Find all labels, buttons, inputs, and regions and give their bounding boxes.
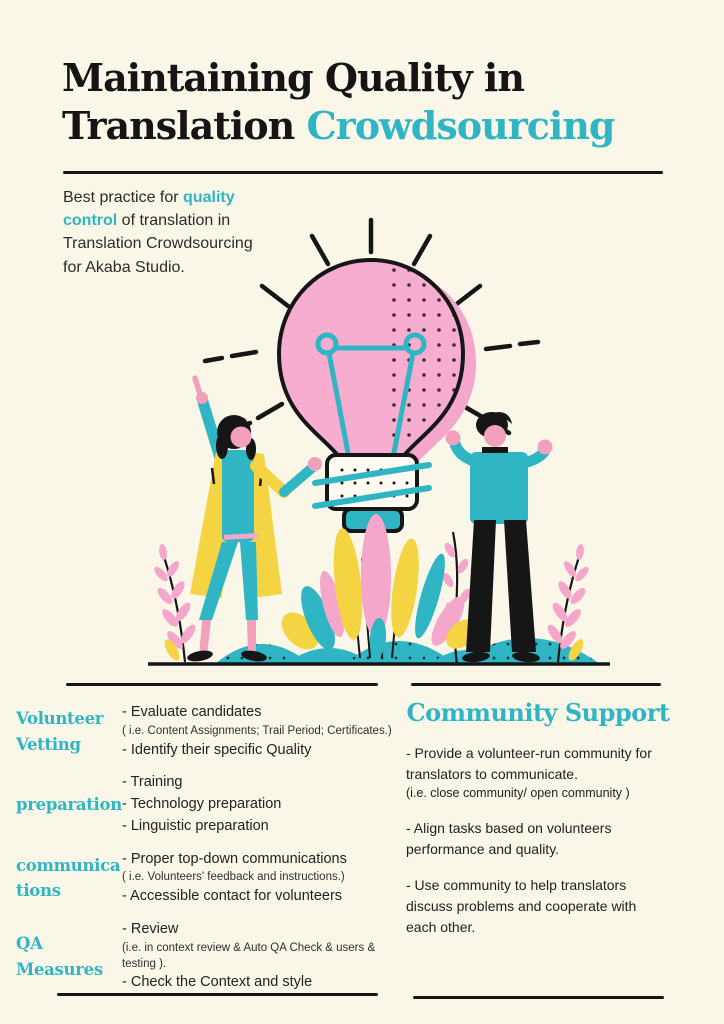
intro-highlight-1: quality	[183, 189, 235, 206]
paragraph: - Use community to help translators discuss problems and cooperate with each other.	[406, 876, 637, 935]
page-title	[62, 54, 615, 149]
right-column	[406, 698, 670, 953]
intro-highlight-2: control	[63, 212, 118, 230]
paragraph: - Provide a volunteer-run community for translators to communicate. (i.e. close community/ open community )	[406, 745, 652, 800]
divider-left-bottom	[57, 993, 378, 996]
bullet-item: - Check the Context and style	[122, 974, 313, 991]
lightbulb	[279, 260, 476, 531]
bullet-note: ( i.e. Content Assignments; Trail Period; Certificates.)	[122, 724, 392, 737]
left-column	[16, 702, 412, 1005]
section-heading: QA Measures	[16, 934, 103, 979]
section-heading: Volunteer Vetting	[16, 709, 104, 754]
section-volunteer-vetting	[16, 702, 412, 761]
grass-mounds	[215, 638, 600, 664]
bullet-note: ( i.e. Volunteers' feedback and instructions.)	[122, 871, 345, 884]
bullet-item: - Identify their specific Quality	[122, 741, 312, 758]
section-items	[122, 849, 412, 908]
divider-left-top	[66, 683, 378, 686]
bullet-item: - Proper top-down communications	[122, 850, 347, 867]
section-heading: communica tions	[16, 855, 121, 901]
intro-l3: Translation Crowdsourcing	[63, 235, 253, 253]
section-items	[122, 702, 412, 761]
bullet-item: - Technology preparation	[122, 796, 282, 813]
intro-l2b: of translation in	[117, 212, 231, 230]
divider-right-bottom	[413, 996, 664, 999]
title-underline	[63, 171, 663, 174]
section-qa-measures	[16, 919, 412, 994]
community-support-heading: Community Support	[406, 698, 670, 727]
section-heading: preparation	[16, 795, 122, 815]
intro-l1a: Best practice for	[63, 189, 184, 206]
bullet-item: - Accessible contact for volunteers	[122, 888, 343, 905]
bullet-item: - Linguistic preparation	[122, 817, 269, 834]
section-communications	[16, 849, 412, 908]
bullet-item: - Evaluate candidates	[122, 704, 262, 720]
section-preparation	[16, 772, 412, 837]
title-line2-black: Translation	[62, 102, 307, 148]
divider-right-top	[411, 683, 661, 686]
section-items	[122, 919, 412, 994]
paragraph: - Align tasks based on volunteers performance and quality.	[406, 819, 612, 857]
bullet-item: - Review	[122, 920, 179, 937]
section-items	[122, 772, 412, 837]
intro-l4: for Akaba Studio.	[63, 258, 185, 276]
title-line1: Maintaining Quality in	[62, 55, 524, 100]
bullet-note: (i.e. in context review & Auto QA Check & users & testing ).	[122, 941, 376, 970]
title-line2-accent: Crowdsourcing	[306, 102, 615, 148]
bullet-item: - Training	[122, 774, 183, 791]
lightbulb-illustration	[0, 206, 724, 666]
